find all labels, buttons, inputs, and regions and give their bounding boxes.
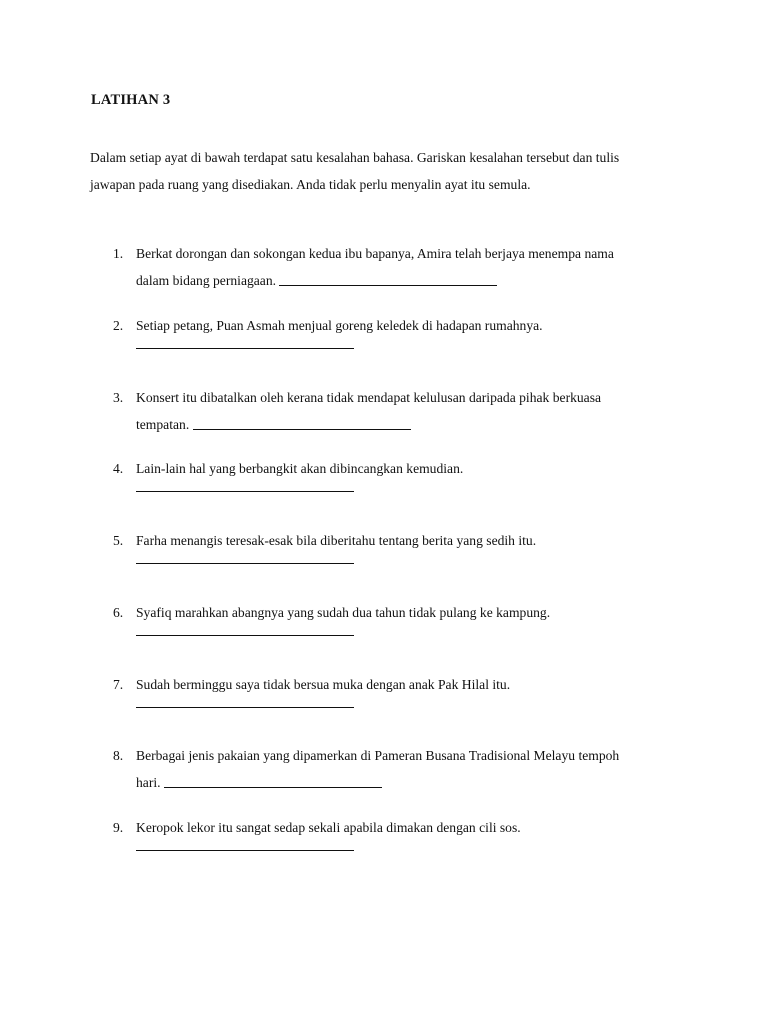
page-title: LATIHAN 3 [91,92,171,108]
question-text-line-1: Berbagai jenis pakaian yang dipamerkan di Pameran Busana Tradisional Melayu tempoh [136,748,620,763]
question-text-line-2: dalam bidang perniagaan. [136,273,277,288]
question-text-line-1: Konsert itu dibatalkan oleh kerana tidak mendapat kelulusan daripada pihak berkuasa [136,390,602,405]
answer-blank[interactable] [136,490,354,492]
question-number: 1. [113,246,124,261]
question-number: 4. [113,461,124,476]
question-number: 5. [113,533,124,548]
instruction-line-1: Dalam setiap ayat di bawah terdapat satu kesalahan bahasa. Gariskan kesalahan tersebut dan tulis [90,150,620,165]
answer-blank[interactable] [136,849,354,851]
instruction-line-2: jawapan pada ruang yang disediakan. Anda tidak perlu menyalin ayat itu semula. [90,177,531,192]
question-text-line-1: Sudah berminggu saya tidak bersua muka dengan anak Pak Hilal itu. [136,677,511,692]
answer-blank[interactable] [193,428,411,430]
instruction-paragraph [90,144,700,198]
answer-blank[interactable] [136,562,354,564]
answer-blank[interactable] [136,634,354,636]
answer-blank[interactable] [136,706,354,708]
question-number: 7. [113,677,124,692]
question-text-line-1: Setiap petang, Puan Asmah menjual goreng keledek di hadapan rumahnya. [136,318,543,333]
question-number: 8. [113,748,124,763]
question-text-line-1: Berkat dorongan dan sokongan kedua ibu bapanya, Amira telah berjaya menempa nama [136,246,614,261]
question-text-line-1: Lain-lain hal yang berbangkit akan dibincangkan kemudian. [136,461,464,476]
question-text-line-2: tempatan. [136,417,190,432]
question-number: 2. [113,318,124,333]
answer-blank[interactable] [164,786,382,788]
answer-blank[interactable] [136,347,354,349]
answer-blank[interactable] [279,284,497,286]
question-text-line-1: Farha menangis teresak-esak bila diberitahu tentang berita yang sedih itu. [136,533,537,548]
question-text-line-2: hari. [136,775,161,790]
question-number: 3. [113,390,124,405]
question-text-line-1: Syafiq marahkan abangnya yang sudah dua tahun tidak pulang ke kampung. [136,605,551,620]
question-text-line-1: Keropok lekor itu sangat sedap sekali apabila dimakan dengan cili sos. [136,820,521,835]
question-number: 6. [113,605,124,620]
question-number: 9. [113,820,124,835]
